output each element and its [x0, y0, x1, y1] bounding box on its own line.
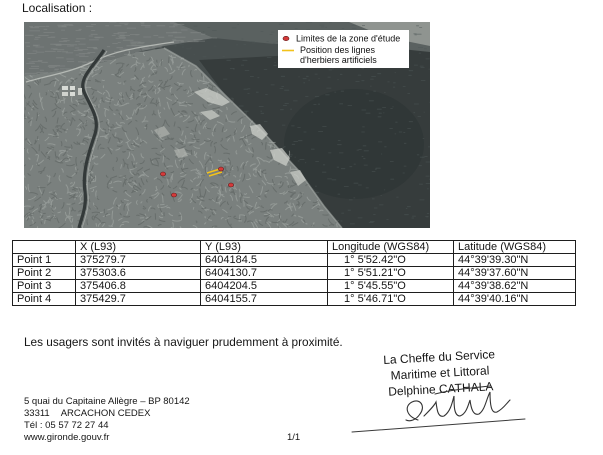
x-l93-cell: 375279.7 — [76, 254, 201, 267]
latitude-cell: 44°39'38.62"N — [454, 280, 576, 293]
signatory-name: Delphine CATHALA — [387, 379, 494, 399]
zone-limit-legend-marker — [283, 36, 289, 40]
point-label-cell: Point 3 — [13, 280, 76, 293]
table-header-y-l93: Y (L93) — [201, 241, 328, 254]
table-header-blank — [13, 241, 76, 254]
building — [62, 86, 68, 90]
table-body — [13, 241, 576, 306]
latitude-cell: 44°39'40.16"N — [454, 293, 576, 306]
x-l93-cell: 375406.8 — [76, 280, 201, 293]
signature-scribble — [406, 386, 510, 421]
legend-zone-limit-label: Limites de la zone d'étude — [296, 33, 401, 44]
longitude-cell: 1° 5'51.21"O — [328, 267, 454, 280]
building — [70, 86, 75, 90]
footer-contact — [24, 396, 190, 444]
signatory-title-line2: Maritime et Littoral — [390, 363, 490, 383]
aerial-photo — [24, 22, 430, 228]
x-l93-cell: 375303.6 — [76, 267, 201, 280]
table-row — [13, 267, 576, 280]
footer-address: 5 quai du Capitaine Allègre – BP 80142 — [24, 396, 190, 407]
zone-limit-point — [218, 167, 223, 171]
building — [78, 88, 82, 95]
table-row — [13, 280, 576, 293]
legend-herbier-label-line2: d'herbiers artificiels — [300, 55, 377, 65]
x-l93-cell: 375429.7 — [76, 293, 201, 306]
coordinates-table — [12, 240, 576, 306]
longitude-cell: 1° 5'52.42"O — [328, 254, 454, 267]
table-header-row — [13, 241, 576, 254]
footer-phone: Tél : 05 57 72 27 44 — [24, 420, 109, 431]
table-row — [13, 293, 576, 306]
table-row — [13, 254, 576, 267]
footer-website: www.gironde.gouv.fr — [24, 432, 110, 443]
footer-postal-line — [24, 408, 190, 420]
y-l93-cell: 6404130.7 — [201, 267, 328, 280]
latitude-cell: 44°39'39.30"N — [454, 254, 576, 267]
navigation-notice: Les usagers sont invités à naviguer prudemment à proximité. — [24, 335, 343, 349]
y-l93-cell: 6404184.5 — [201, 254, 328, 267]
section-title: Localisation : — [22, 1, 93, 15]
footer-city: ARCACHON CEDEX — [60, 408, 151, 419]
table-header-x-l93: X (L93) — [76, 241, 201, 254]
footer-postal-code: 33311 — [24, 408, 50, 419]
longitude-cell: 1° 5'46.71"O — [328, 293, 454, 306]
zone-limit-point — [228, 183, 233, 187]
building — [70, 92, 75, 96]
point-label-cell: Point 4 — [13, 293, 76, 306]
page-number: 1/1 — [287, 432, 301, 443]
zone-limit-point — [171, 193, 176, 197]
zone-limit-point — [160, 172, 165, 176]
y-l93-cell: 6404155.7 — [201, 293, 328, 306]
latitude-cell: 44°39'37.60"N — [454, 267, 576, 280]
map-legend — [278, 30, 409, 68]
aerial-map — [24, 22, 430, 228]
point-label-cell: Point 1 — [13, 254, 76, 267]
handwritten-signature — [340, 376, 540, 438]
signature-underline — [352, 419, 525, 432]
legend-herbier-label-line1: Position des lignes — [300, 45, 376, 55]
table-header-latitude: Latitude (WGS84) — [454, 241, 576, 254]
y-l93-cell: 6404204.5 — [201, 280, 328, 293]
signatory-title-line1: La Cheffe du Service — [382, 347, 496, 367]
longitude-cell: 1° 5'45.55"O — [328, 280, 454, 293]
table-header-longitude: Longitude (WGS84) — [328, 241, 454, 254]
building — [62, 92, 68, 96]
point-label-cell: Point 2 — [13, 267, 76, 280]
